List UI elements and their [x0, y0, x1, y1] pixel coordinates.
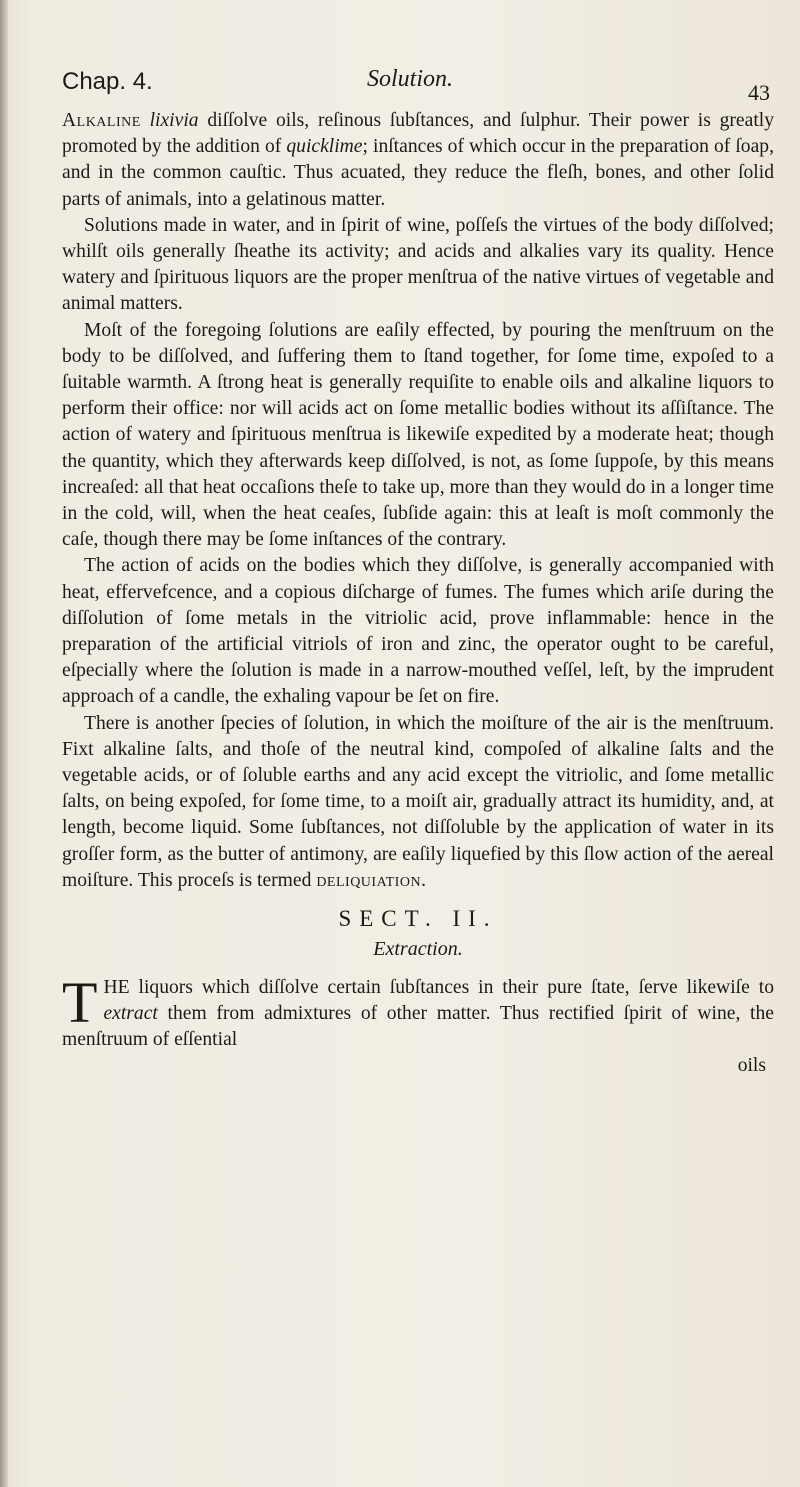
lead-word: Alkaline: [62, 110, 141, 131]
paragraph-acids: The action of acids on the bodies which they diſſolve, is generally accompanied with heat, effervefcence, and a copious diſcharge of fumes. The fumes which ariſe during the diſſolution of ſome metals in the vitriolic acid, prove inflammable: hence in the preparation of the artificial vitriols of iron and zinc, the operator ought to be careful, eſpecially where the ſolution is made in a narrow-mouthed veſſel, leſt, by the imprudent approach of a candle, the exhaling vapour be ſet on fire.: [62, 555, 774, 708]
book-spine-shadow: [0, 0, 8, 1487]
section-title: Extraction.: [373, 938, 463, 961]
paragraph-extraction: [62, 969, 774, 1054]
chapter-label: Chap. 4.: [62, 68, 153, 95]
page-number: 43: [748, 80, 770, 105]
drop-capital: T: [62, 969, 98, 1035]
paragraph-deliquiation: [62, 711, 774, 894]
paragraph-alkaline: [62, 108, 774, 213]
catchword: oils: [737, 1055, 766, 1077]
paragraph-text: There is another ſpecies of ſolution, in which the moiſture of the air is the menſtruum. Fixt alkaline ſalts, and thoſe of the neutral kind, compoſed of alkaline ſalts and the vegetable acids, or of ſoluble earths and any acid except the vitriolic, and ſome metallic ſalts, on being expoſed, for ſome time, to a moiſt air, gradually attract its humidity, and, at length, become liquid. Some ſubſtances, not diſſoluble by the application of water in its groſſer form, as the butter of antimony, are eaſily liquefied by this ſlow action of the aereal moiſture. This proceſs is termed: [62, 712, 774, 891]
section-heading: SECT. II.: [338, 906, 498, 932]
paragraph-text: diſſolve oils, reſinous ſubſtances, and ſulphur. Their power is greatly promoted by the addition of: [62, 110, 775, 158]
lead-italic: lixivia: [149, 110, 199, 131]
running-title: Solution.: [367, 66, 454, 92]
paragraph-foregoing: Moſt of the foregoing ſolutions are eaſily effected, by pouring the menſtruum on the body to be diſſolved, and ſuffering them to ſtand together, for ſome time, expoſed to a ſuitable warmth. A ſtrong heat is generally requiſite to enable oils and alkaline liquors to perform their office: nor will acids act on ſome metallic bodies without its aſſiſtance. The action of watery and ſpirituous menſtrua is likewiſe expedited by a moderate heat; though the quantity, which they afterwards keep diſſolved, is not, as ſome ſuppoſe, by this means increaſed: all that heat occaſions theſe to take up, more than they would do in a longer time in the cold, will, when the heat ceaſes, ſubſide again: this at leaſt is moſt commonly the caſe, though there may be ſome inſtances of the contrary.: [62, 319, 774, 551]
paragraph-text: them from admixtures of other matter. Thus rectified ſpirit of wine, the menſtruum of eſſential: [62, 1002, 774, 1050]
paragraph-end: .: [421, 869, 426, 891]
paragraph-solutions: Solutions made in water, and in ſpirit of wine, poſſeſs the virtues of the body diſſolved; whilſt oils generally ſheathe its activity; and acids and alkalies vary its quality. Hence watery and ſpirituous liquors are the proper menſtrua of the native virtues of vegetable and animal matters.: [62, 214, 774, 315]
body-text: [62, 108, 774, 1079]
italic-term: extract: [103, 1002, 158, 1024]
italic-term: quicklime: [286, 136, 363, 158]
page-header: [62, 62, 770, 105]
paragraph-text: ; inſtances of which occur in the preparation of ſoap, and in the common cauſtic. Thus acuated, they reduce the fleſh, bones, and other ſolid parts of animals, into a gelatinous matter.: [62, 136, 774, 210]
paragraph-text: HE liquors which diſſolve certain ſubſtances in their pure ſtate, ſerve likewiſe to: [103, 976, 774, 998]
deliquiation-term: deliquiation: [316, 869, 422, 891]
